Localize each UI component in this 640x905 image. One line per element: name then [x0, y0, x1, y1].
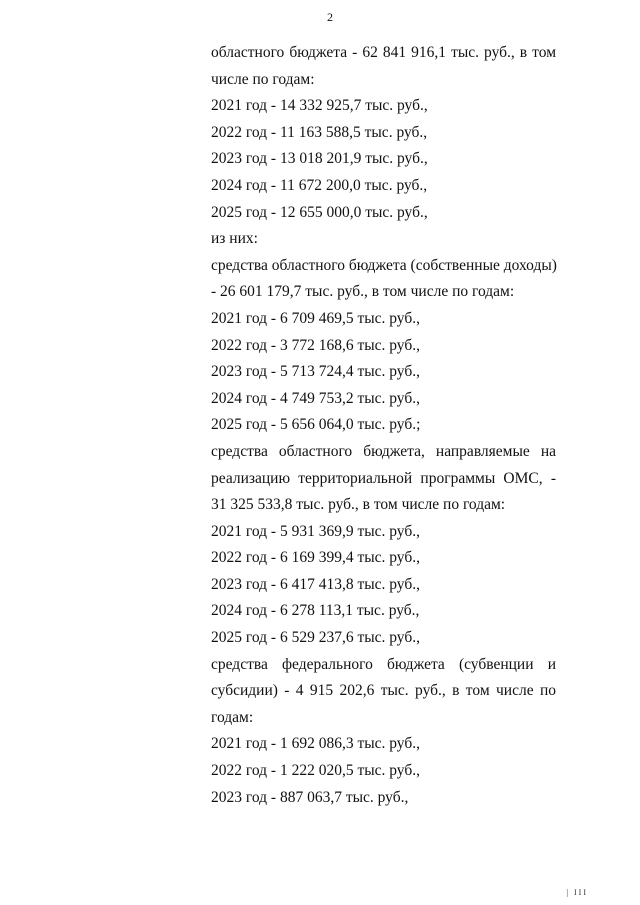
text-line: 2024 год - 4 749 753,2 тыс. руб., [211, 389, 420, 407]
text-line: из них: [211, 230, 258, 248]
text-line: 2025 год - 5 656 064,0 тыс. руб.; [211, 416, 421, 434]
text-line: средства областного бюджета, направляемые на [211, 442, 556, 460]
text-line: 2022 год - 11 163 588,5 тыс. руб., [211, 123, 428, 141]
text-line: 2025 год - 6 529 237,6 тыс. руб., [211, 629, 420, 647]
text-line: 2022 год - 6 169 399,4 тыс. руб., [211, 549, 420, 567]
text-line: 2021 год - 6 709 469,5 тыс. руб., [211, 309, 420, 327]
text-line: 2021 год - 1 692 086,3 тыс. руб., [211, 735, 420, 753]
text-line: 2024 год - 11 672 200,0 тыс. руб., [211, 176, 428, 194]
text-line: областного бюджета - 62 841 916,1 тыс. руб., в том [211, 44, 556, 61]
text-line: числе по годам: [211, 70, 315, 88]
text-line: 2022 год - 1 222 020,5 тыс. руб., [211, 762, 420, 780]
text-line: субсидии) - 4 915 202,6 тыс. руб., в том числе по [211, 682, 556, 700]
text-line: 2021 год - 5 931 369,9 тыс. руб., [211, 522, 420, 540]
text-line: 2022 год - 3 772 168,6 тыс. руб., [211, 336, 420, 354]
footer-mark: | III [566, 888, 588, 897]
text-line: годам: [211, 708, 254, 726]
text-line: 2023 год - 6 417 413,8 тыс. руб., [211, 575, 420, 593]
document-body [211, 40, 556, 811]
text-line: средства областного бюджета (собственные доходы) [211, 256, 557, 274]
text-line: средства федерального бюджета (субвенции и [211, 655, 556, 673]
page-number: 2 [327, 10, 333, 24]
text-line: реализацию территориальной программы ОМС, - [211, 469, 556, 487]
text-line: 2021 год - 14 332 925,7 тыс. руб., [211, 97, 428, 115]
text-line: 2023 год - 887 063,7 тыс. руб., [211, 788, 409, 806]
text-line: 2023 год - 5 713 724,4 тыс. руб., [211, 363, 420, 381]
text-line: 2023 год - 13 018 201,9 тыс. руб., [211, 150, 428, 168]
text-line: 31 325 533,8 тыс. руб., в том числе по годам: [211, 496, 506, 514]
text-line: 2025 год - 12 655 000,0 тыс. руб., [211, 203, 428, 221]
text-line: 2024 год - 6 278 113,1 тыс. руб., [211, 602, 420, 620]
text-line: - 26 601 179,7 тыс. руб., в том числе по годам: [211, 283, 515, 301]
